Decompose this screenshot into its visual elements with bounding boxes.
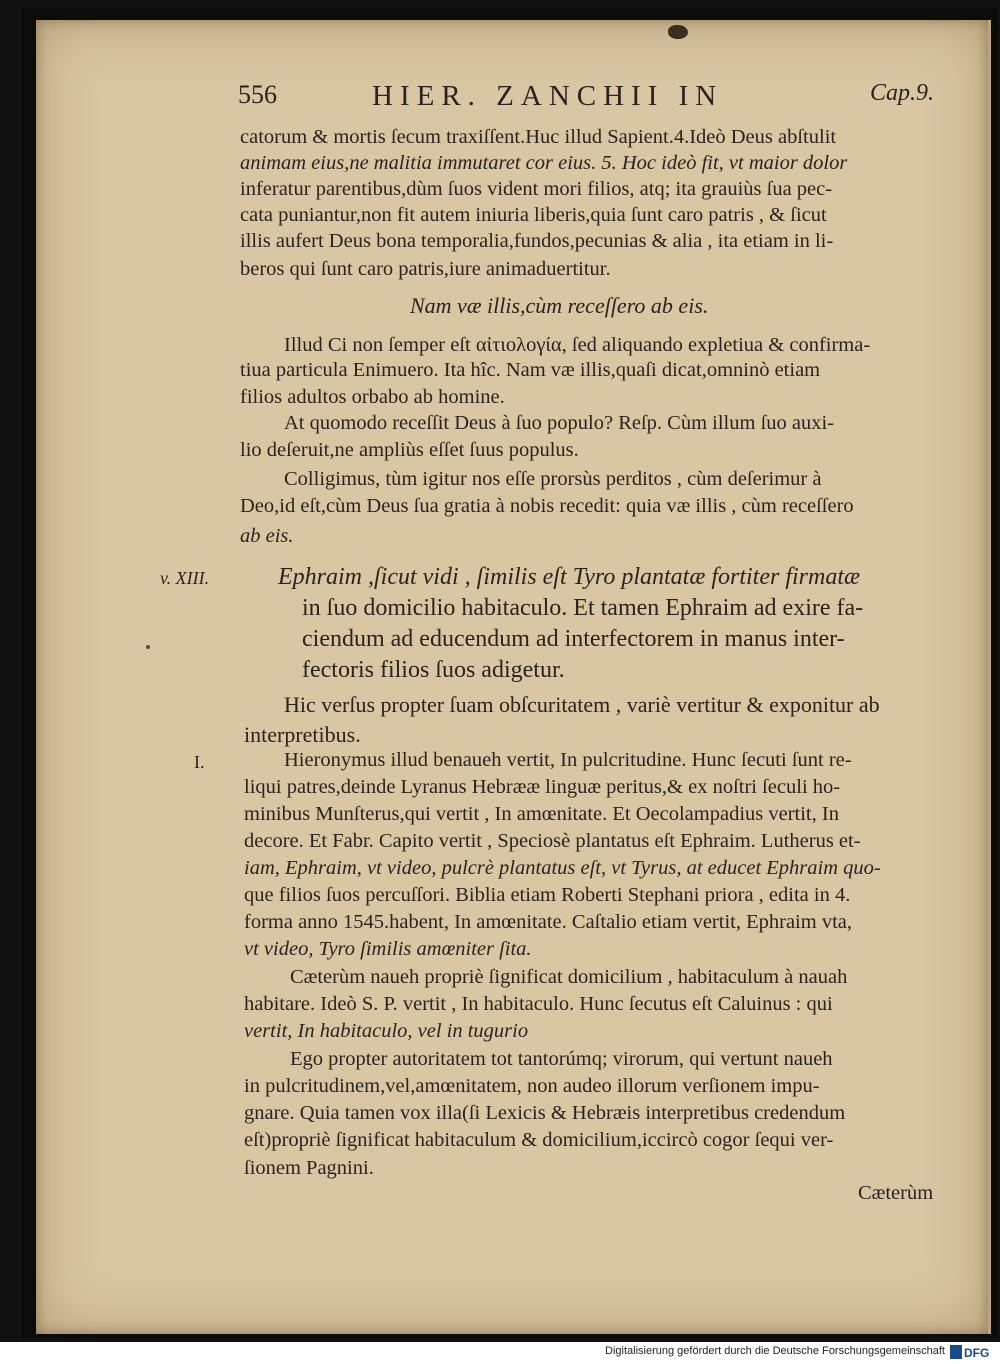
text-line: Ego propter autoritatem tot tantorúmq; virorum, qui vertunt naueh [290, 1048, 833, 1070]
text-line: decore. Et Fabr. Capito vertit , Speciosè plantatus eſt Ephraim. Lutherus et- [244, 830, 861, 852]
text-line: minibus Munſterus,qui vertit , In amœnitate. Et Oecolampadius vertit, In [244, 803, 839, 825]
footer-bar [0, 1342, 1000, 1364]
text-line: que filios ſuos percuſſori. Biblia etiam Roberti Stephani priora , edita in 4. [244, 884, 851, 906]
text-line: lio deſeruit,ne ampliùs eſſet ſuus populus. [240, 439, 579, 461]
text-line: ab eis. [240, 525, 294, 547]
text-line: forma anno 1545.habent, In amœnitate. Caſtalio etiam vertit, Ephraim vta, [244, 911, 852, 933]
text-line: catorum & mortis ſecum traxiſſent.Huc illud Sapient.4.Ideò Deus abſtulit [240, 126, 837, 148]
dfg-logo [950, 1344, 992, 1360]
text-line: Deo,id eſt,cùm Deus ſua gratia à nobis recedit: quia væ illis , cùm receſſero [240, 495, 854, 517]
text-line: Cæterùm naueh propriè ſignificat domicilium , habitaculum à nauah [290, 966, 848, 988]
scripture-verse-line: fectoris filios ſuos adigetur. [302, 657, 565, 683]
ink-spot [146, 645, 150, 649]
text-line: animam eius,ne malitia immutaret cor eius. 5. Hoc ideò fit, vt maior dolor [240, 152, 848, 174]
text-line: filios adultos orbabo ab homine. [240, 386, 505, 408]
catchword: Cæterùm [858, 1182, 934, 1204]
text-line: illis aufert Deus bona temporalia,fundos,pecunias & alia , ita etiam in li- [240, 230, 834, 252]
text-line: gnare. Quia tamen vox illa(ſi Lexicis & Hebræis interpretibus credendum [244, 1102, 846, 1124]
dfg-logo-text: DFG [964, 1346, 990, 1360]
text-line: Illud Ci non ſemper eſt αἰτιολογία, ſed aliquando expletiua & confirma- [284, 334, 871, 356]
text-line: in pulcritudinem,vel,amœnitatem, non audeo illorum verſionem impu- [244, 1075, 820, 1097]
text-line: beros qui ſunt caro patris,iure animaduertitur. [240, 258, 611, 280]
funding-notice: Digitalisierung gefördert durch die Deutsche Forschungsgemeinschaft [605, 1345, 945, 1357]
ink-blot [668, 25, 688, 39]
page-number: 556 [238, 80, 277, 109]
section-heading: Nam væ illis,cùm receſſero ab eis. [410, 293, 709, 318]
text-line: habitare. Ideò S. P. vertit , In habitaculo. Hunc ſecutus eſt Caluinus : qui [244, 993, 833, 1015]
text-line: Hieronymus illud benaueh vertit, In pulcritudine. Hunc ſecuti ſunt re- [284, 749, 852, 771]
scripture-verse-line: ciendum ad educendum ad interfectorem in manus inter- [302, 626, 845, 652]
scripture-verse-line: in ſuo domicilio habitaculo. Et tamen Ephraim ad exire fa- [302, 595, 864, 621]
text-line: vertit, In habitaculo, vel in tugurio [244, 1020, 529, 1042]
text-line: liqui patres,deinde Lyranus Hebrææ linguæ peritus,& ex noſtri ſeculi ho- [244, 776, 841, 798]
text-line: tiua particula Enimuero. Ita hîc. Nam væ illis,quaſi dicat,omninò etiam [240, 359, 821, 381]
text-line: inferatur parentibus,dùm ſuos vident mori filios, atq; ita grauiùs ſua pec- [240, 178, 833, 200]
text-line: ſionem Pagnini. [244, 1157, 374, 1179]
text-line: Hic verſus propter ſuam obſcuritatem , variè vertitur & exponitur ab [284, 692, 880, 717]
margin-number: I. [194, 752, 205, 772]
text-line: Colligimus, tùm igitur nos eſſe prorsùs perditos , cùm deſerimur à [284, 468, 822, 490]
text-line: cata puniantur,non fit autem iniuria liberis,quia ſunt caro patris , & ſicut [240, 204, 827, 226]
text-line: eſt)propriè ſignificat habitaculum & domicilium,iccircò cogor ſequi ver- [244, 1129, 834, 1151]
text-line: iam, Ephraim, vt video, pulcrè plantatus eſt, vt Tyrus, at educet Ephraim quo- [244, 857, 881, 879]
text-line: vt video, Tyro ſimilis amœniter ſita. [244, 938, 532, 960]
margin-verse-ref: v. XIII. [160, 568, 210, 588]
running-title: HIER. ZANCHII IN [372, 80, 724, 112]
scripture-verse-line: Ephraim ,ſicut vidi , ſimilis eſt Tyro plantatæ fortiter firmatæ [278, 564, 861, 590]
chapter-label: Cap.9. [870, 80, 935, 106]
text-line: interpretibus. [244, 722, 361, 747]
text-line: At quomodo receſſit Deus à ſuo populo? Reſp. Cùm illum ſuo auxi- [284, 412, 835, 434]
